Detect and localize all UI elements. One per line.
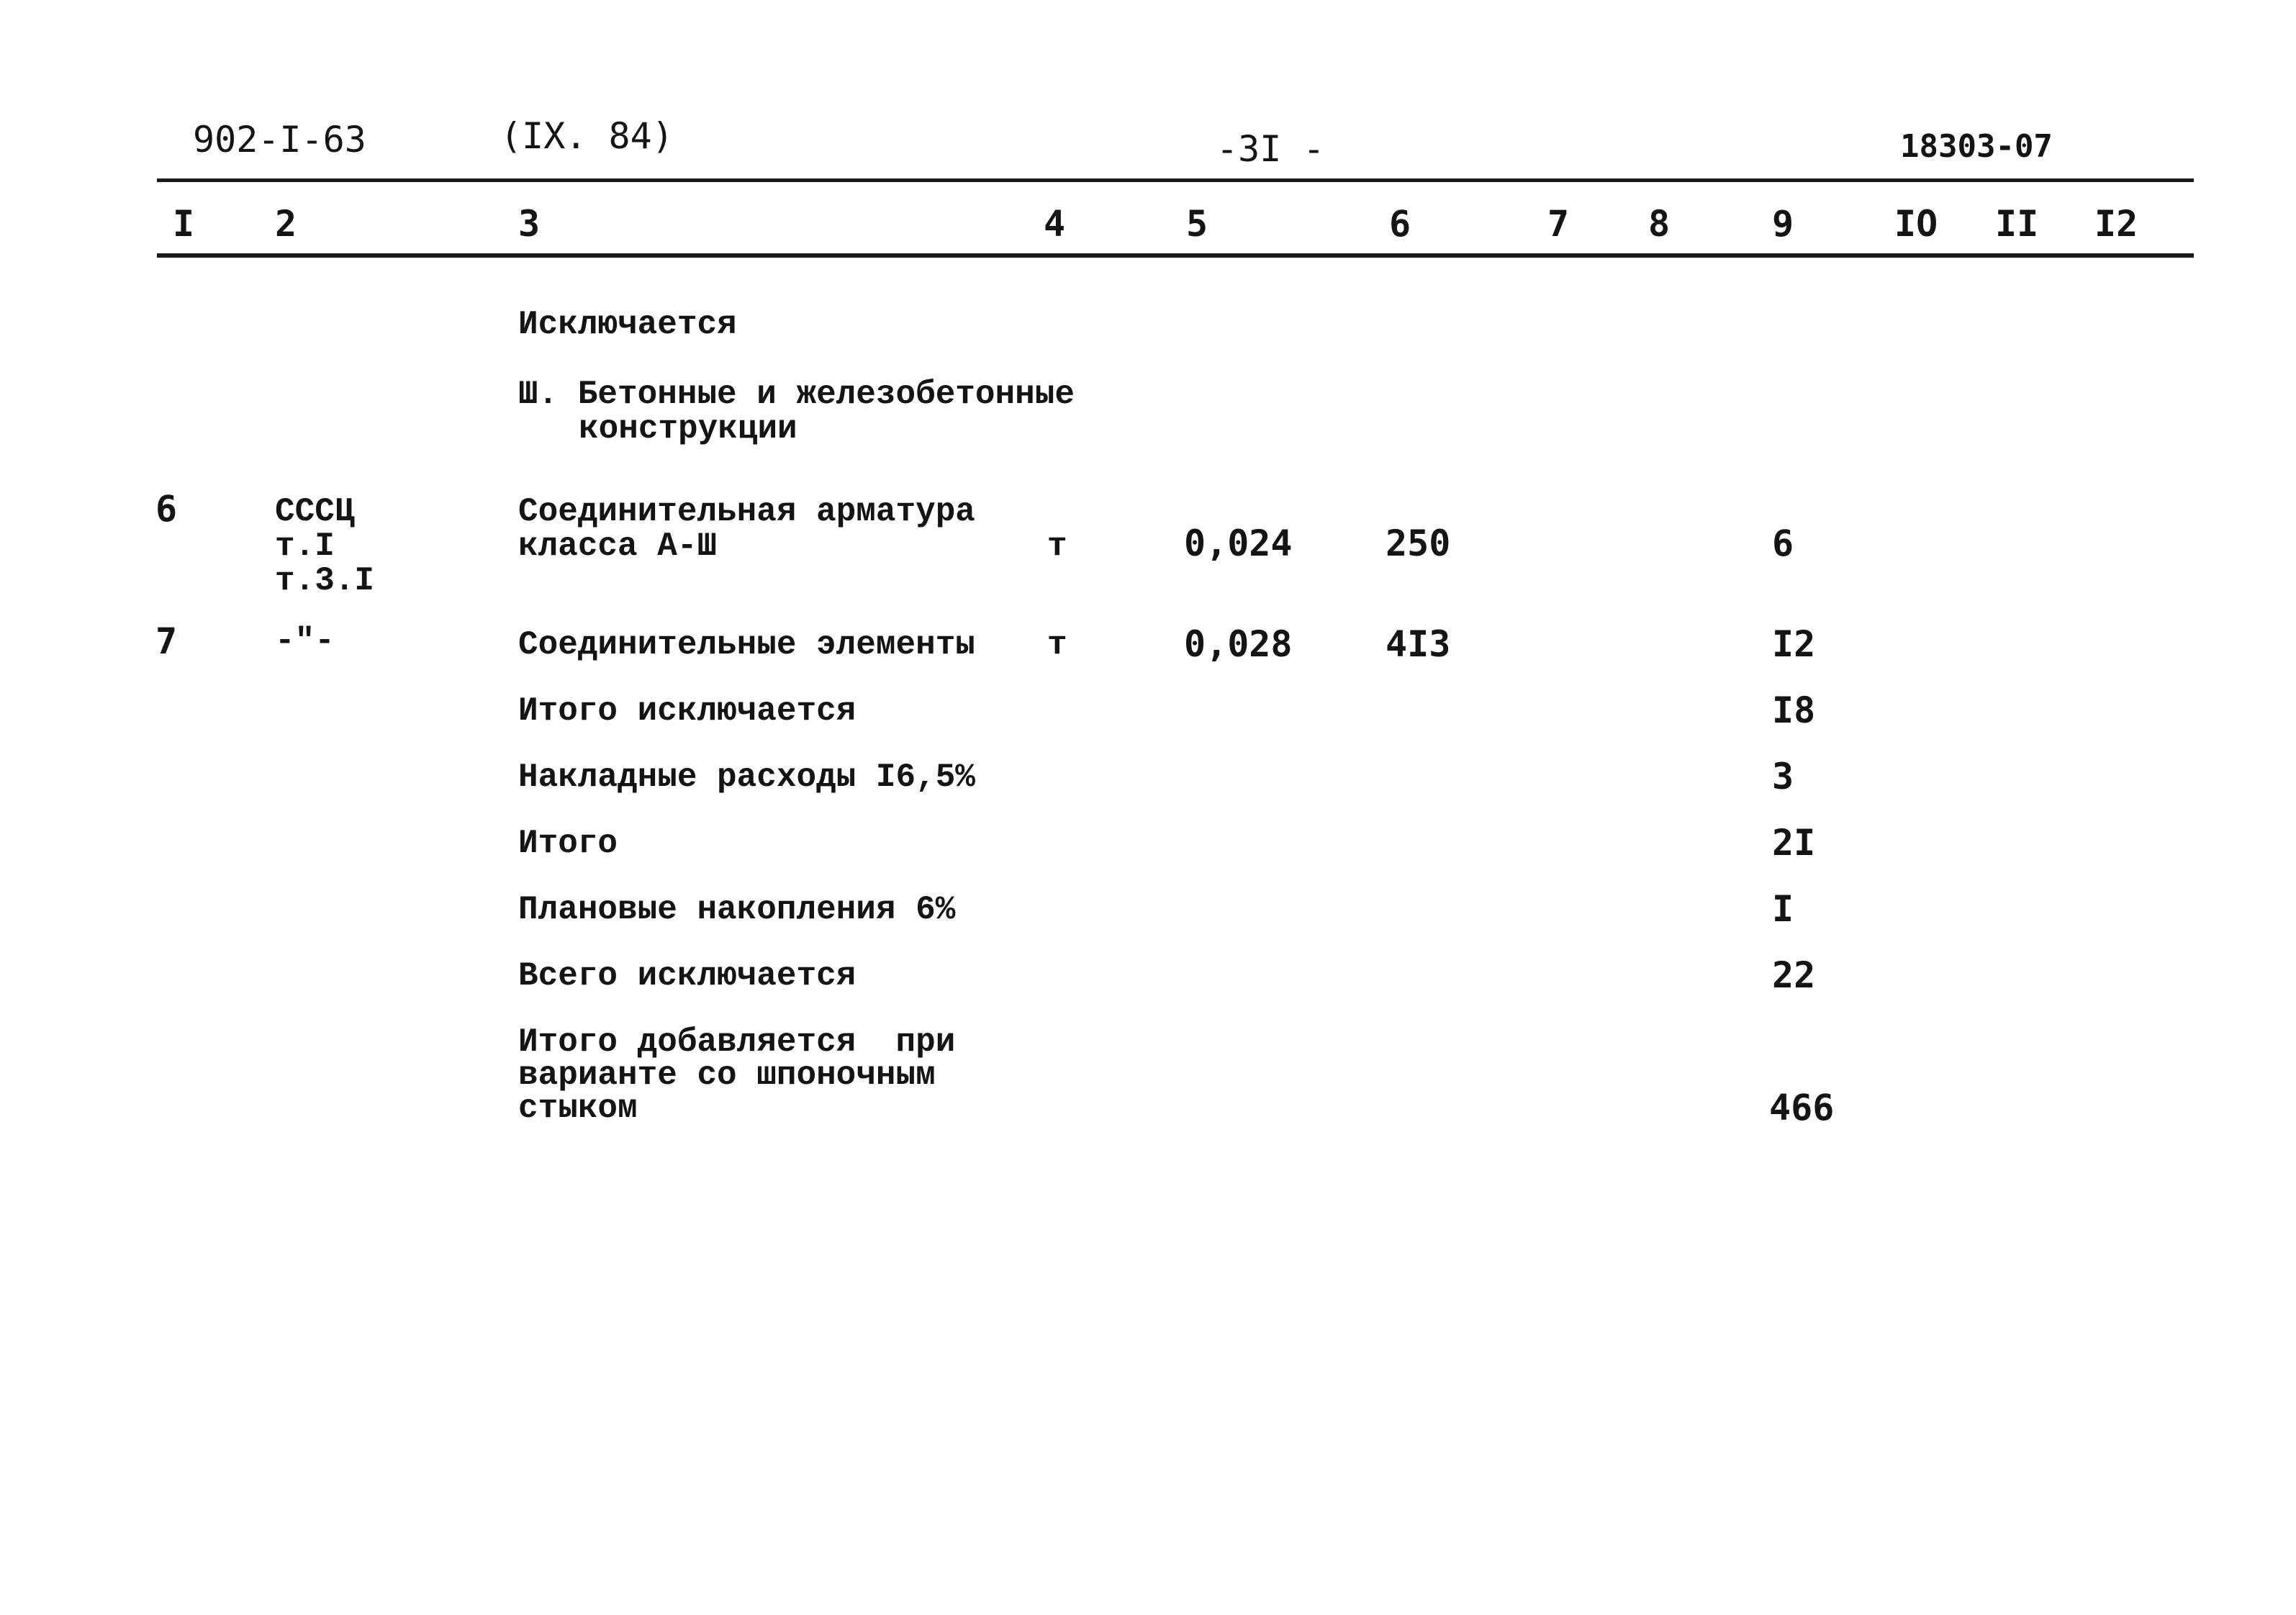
summary-label-overhead: Накладные расходы I6,5% [518,759,975,796]
summary-value-total: 2I [1772,822,1816,864]
final-label-line1: Итого добавляется при [518,1023,956,1061]
col-10: IO [1894,203,1938,245]
section-title-line1: Ш. Бетонные и железобетонные [518,376,1075,413]
summary-label-planned-savings: Плановые накопления 6% [518,891,956,928]
header-rule-top [157,178,2194,182]
col-2: 2 [275,203,297,245]
summary-value-excluded-subtotal: I8 [1772,689,1816,731]
final-label-line3: стыком [518,1090,638,1127]
col-7: 7 [1547,203,1570,245]
row-7-total: I2 [1772,623,1816,665]
col-5: 5 [1186,203,1208,245]
doc-code: 902-I-63 [193,119,366,160]
summary-value-grand-excluded: 22 [1772,954,1816,996]
col-1: I [173,203,195,245]
col-8: 8 [1648,203,1671,245]
col-3: 3 [518,203,541,245]
col-12: I2 [2094,203,2138,245]
row-6-name-line2: класса А-Ш [518,528,718,565]
row-6-ref-line3: т.3.I [275,562,375,600]
row-6-ref-line1: СССЦ [275,493,355,530]
row-7-name: Соединительные элементы [518,626,975,664]
col-9: 9 [1772,203,1794,245]
excluded-label: Исключается [518,306,737,343]
row-6-total: 6 [1772,522,1794,564]
final-label-line2: варианте со шпоночным [518,1057,936,1094]
row-7-price: 4I3 [1386,623,1451,665]
row-6-number: 6 [155,488,178,530]
col-4: 4 [1044,203,1066,245]
edition-label: (IX. 84) [500,115,674,157]
row-7-qty: 0,028 [1184,623,1293,665]
final-value: 466 [1769,1087,1835,1128]
row-7-ref: -"- [275,623,335,660]
row-7-unit: т [1047,626,1067,664]
summary-label-total: Итого [518,825,618,862]
section-title-line2: конструкции [579,410,797,448]
header-rule-bottom [157,253,2194,258]
col-11: II [1995,203,2039,245]
summary-label-excluded-subtotal: Итого исключается [518,692,857,730]
row-6-ref-line2: т.I [275,528,335,565]
row-6-price: 250 [1386,522,1451,564]
page-number: -3I - [1216,128,1325,170]
summary-value-overhead: 3 [1772,756,1794,797]
summary-value-planned-savings: I [1772,888,1794,930]
row-6-name-line1: Соединительная арматура [518,493,975,530]
row-6-qty: 0,024 [1184,522,1293,564]
sheet-code: 18303-07 [1900,128,2053,165]
summary-label-grand-excluded: Всего исключается [518,957,857,995]
col-6: 6 [1389,203,1411,245]
row-7-number: 7 [155,620,178,662]
row-6-unit: т [1047,528,1067,565]
